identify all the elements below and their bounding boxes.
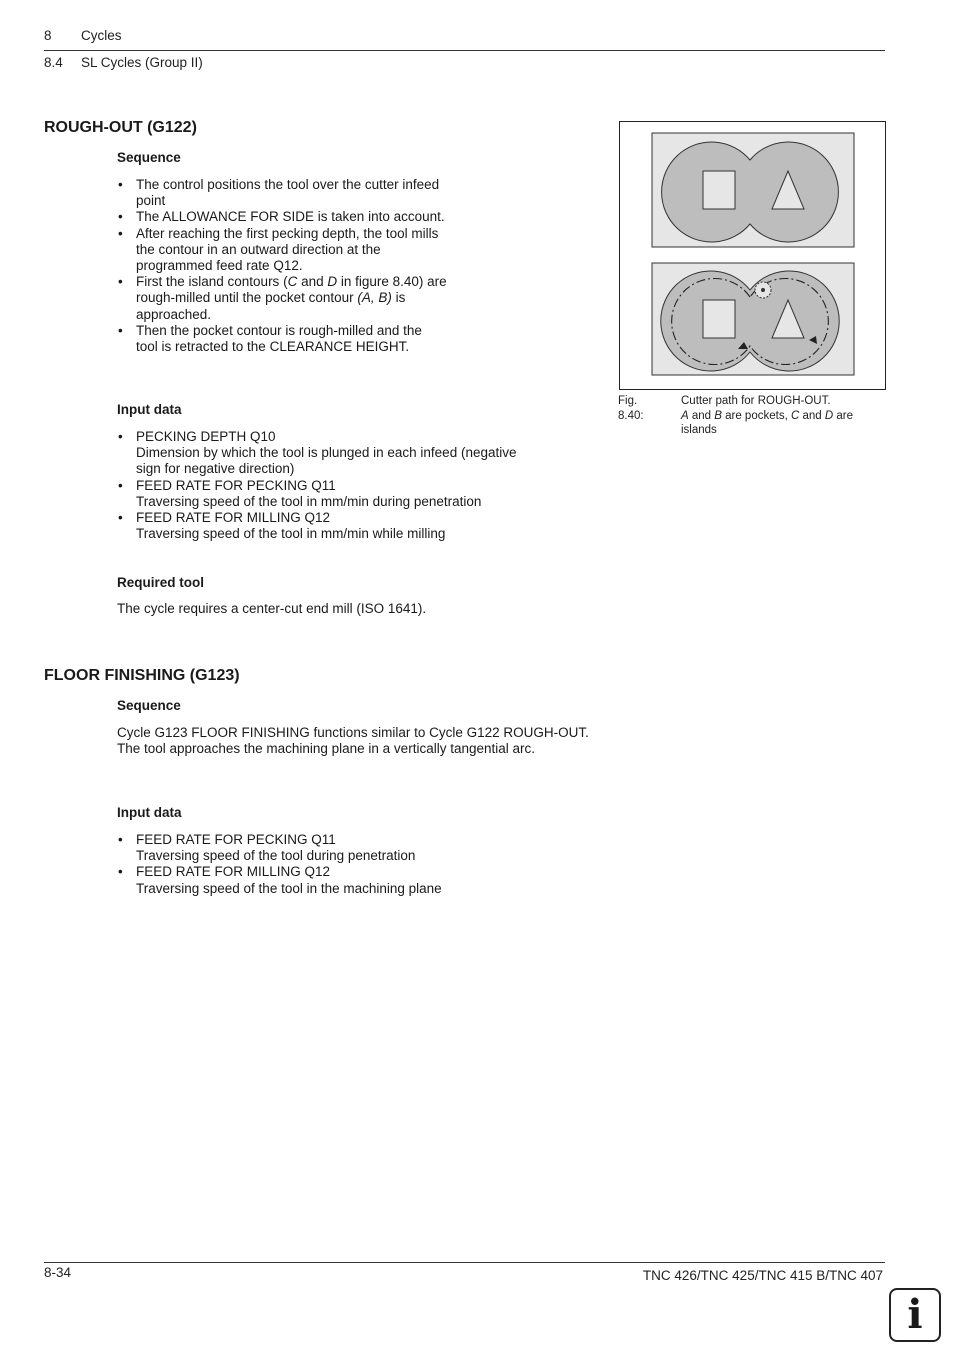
param-desc: Traversing speed of the tool in mm/min during penetration [136, 493, 482, 509]
island-label-d: D [327, 274, 338, 290]
param-name: FEED RATE FOR MILLING Q12 [136, 510, 331, 526]
figure-frame [619, 121, 886, 390]
figure-caption-text [681, 394, 891, 438]
list-item-islands [117, 274, 447, 323]
figure-label: Fig. 8.40: [618, 395, 644, 422]
rough-out-title: ROUGH-OUT (G122) [44, 119, 197, 136]
param-name: FEED RATE FOR MILLING Q12 [136, 864, 331, 880]
caption-c: C [790, 409, 800, 422]
caption-d: D [824, 409, 834, 422]
page-number: 8-34 [44, 1265, 72, 1280]
island-text-1: First the island contours ( [136, 274, 288, 290]
cutter-tool-icon [755, 282, 771, 298]
island-text-2: and [297, 274, 328, 290]
caption-b: B [714, 409, 722, 422]
island-text-3: in figure 8.40) are rough-milled until the pocket contour [136, 274, 447, 306]
list-item [117, 478, 527, 510]
rough-out-input-list [117, 429, 527, 542]
running-header-section [44, 55, 203, 70]
floor-finishing-title: FLOOR FINISHING (G123) [44, 667, 240, 684]
floor-finishing-sequence-heading: Sequence [117, 698, 181, 713]
chapter-title: Cycles [81, 28, 122, 43]
list-item: • The control positions the tool over the cutter infeed point [117, 177, 447, 209]
island-text-4: is approached. [136, 290, 406, 322]
list-item [117, 510, 527, 542]
caption-text: and [688, 409, 715, 422]
list-item [117, 864, 527, 896]
info-icon [889, 1288, 941, 1342]
product-model: TNC 426/TNC 425/TNC 415 B/TNC 407 [642, 1268, 883, 1283]
caption-text: and [799, 409, 825, 422]
rough-out-sequence-list [117, 177, 447, 355]
rough-out-input-heading: Input data [117, 402, 182, 417]
caption-line-1: Cutter path for ROUGH-OUT. [681, 395, 831, 407]
list-item: • Then the pocket contour is rough-milled and the tool is retracted to the CLEARANCE HEIGHT. [117, 323, 447, 355]
param-name: PECKING DEPTH Q10 [136, 429, 276, 444]
section-title: SL Cycles (Group II) [81, 55, 203, 70]
section-number: 8.4 [44, 55, 63, 70]
island-c-top [703, 171, 735, 209]
param-desc: Traversing speed of the tool in mm/min while milling [136, 526, 446, 542]
param-desc: Traversing speed of the tool in the machining plane [136, 880, 442, 896]
param-desc: Traversing speed of the tool during penetration [136, 848, 416, 864]
pocket-labels-ab: (A, B) [357, 290, 392, 306]
header-rule [44, 50, 885, 51]
caption-text: are islands [681, 409, 853, 436]
list-item: • The ALLOWANCE FOR SIDE is taken into account. [117, 209, 447, 225]
list-item [117, 832, 527, 864]
caption-a: A [681, 409, 689, 422]
rough-out-sequence-heading: Sequence [117, 150, 181, 165]
floor-finishing-input-heading: Input data [117, 805, 182, 820]
chapter-number: 8 [44, 28, 52, 43]
cutter-path-figure [620, 122, 885, 389]
info-glyph: i [907, 1291, 923, 1338]
island-label-c: C [287, 274, 298, 290]
floor-finishing-sequence-text: Cycle G123 FLOOR FINISHING functions similar to Cycle G122 ROUGH-OUT. The tool approaches the machining plane in a vertically tangential arc. [117, 725, 589, 757]
list-item [117, 429, 527, 478]
required-tool-heading: Required tool [117, 575, 204, 590]
floor-finishing-input-list [117, 832, 527, 897]
island-c-bottom [703, 300, 735, 338]
required-tool-text: The cycle requires a center-cut end mill (ISO 1641). [117, 601, 427, 616]
list-item: • After reaching the first pecking depth, the tool mills the contour in an outward direction at the programmed feed rate Q12. [117, 226, 455, 275]
param-name: FEED RATE FOR PECKING Q11 [136, 832, 336, 847]
footer-rule [44, 1262, 885, 1263]
caption-text: are pockets, [721, 409, 791, 422]
param-name: FEED RATE FOR PECKING Q11 [136, 477, 336, 493]
param-desc: Dimension by which the tool is plunged in each infeed (negative sign for negative direction) [136, 445, 517, 477]
running-header-chapter [44, 28, 122, 43]
